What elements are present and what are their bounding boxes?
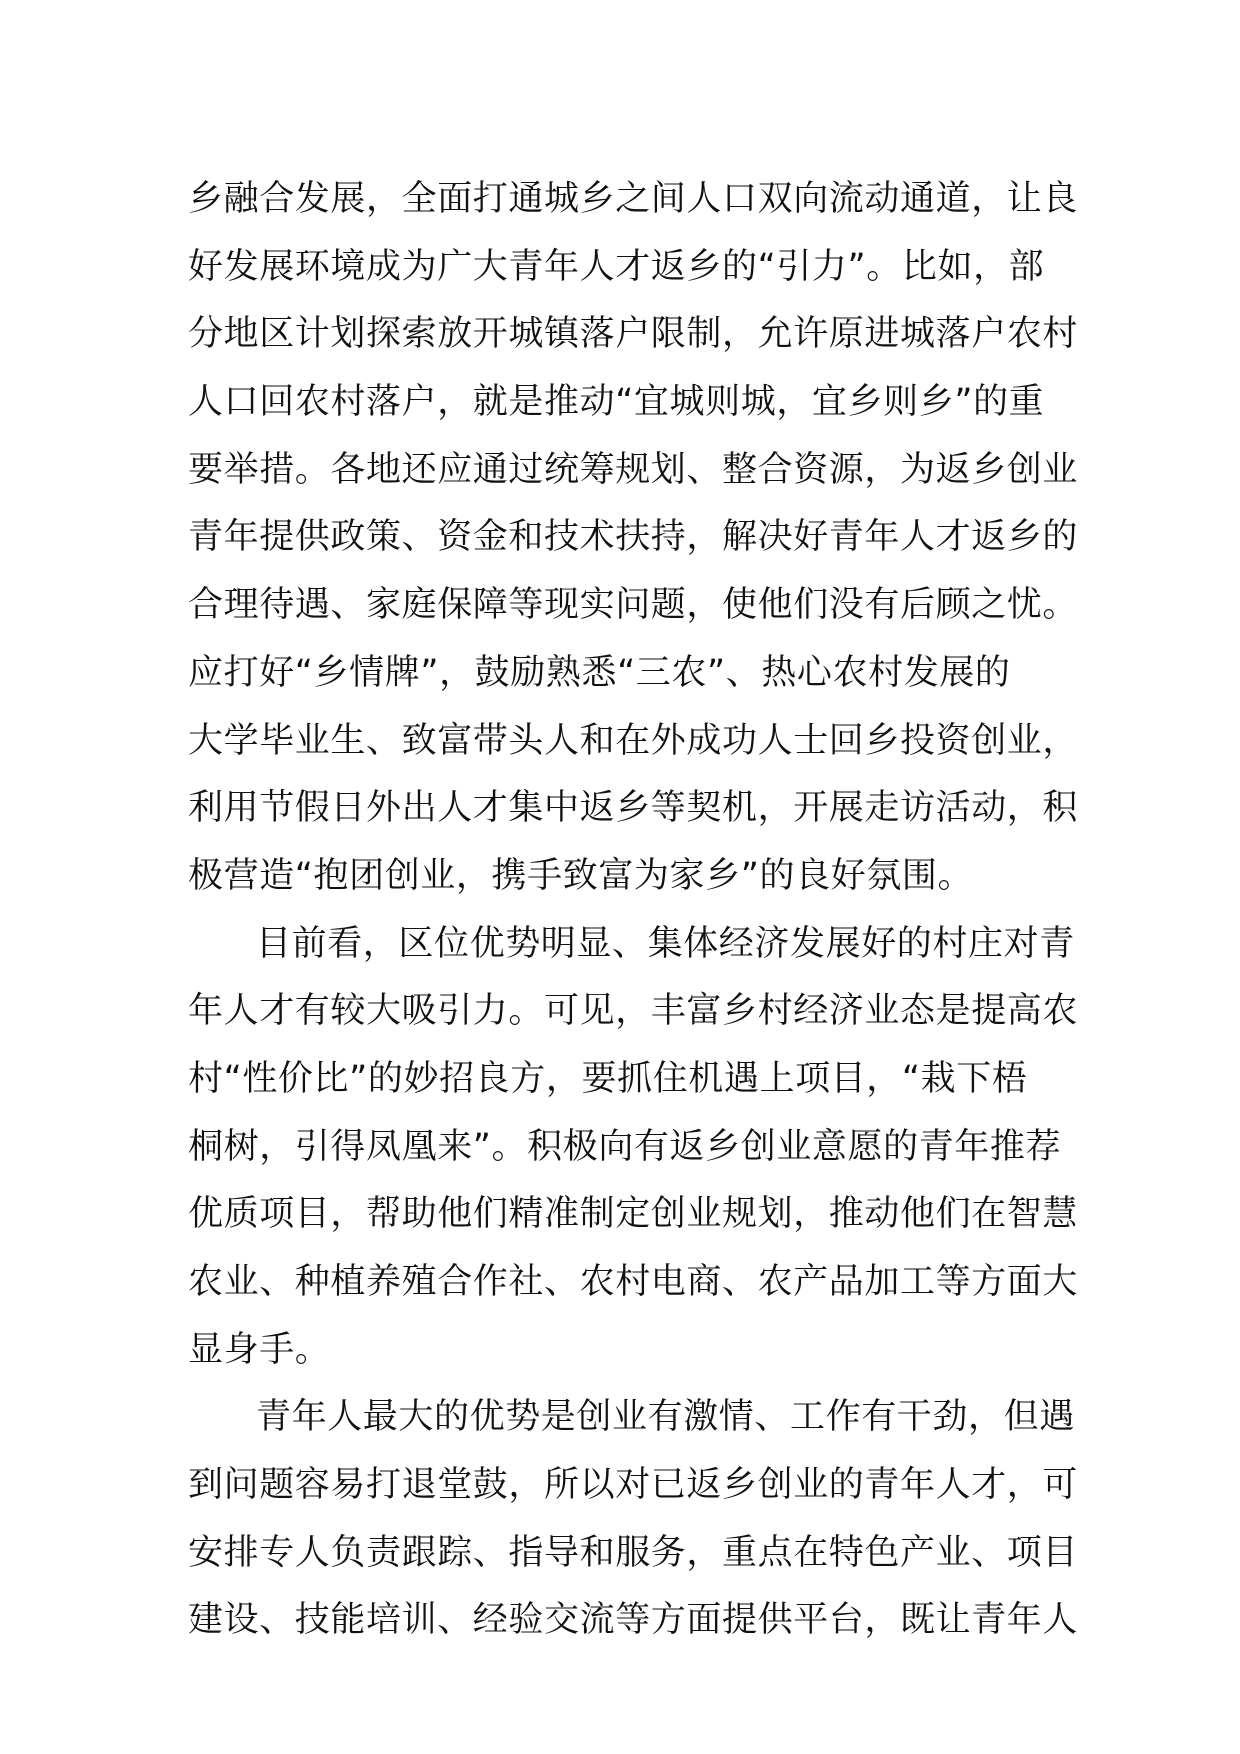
text-line: 建设、技能培训、经验交流等方面提供平台，既让青年人: [188, 1600, 1079, 1641]
body-text: [188, 166, 1079, 1655]
text-line: 村“性价比”的妙招良方，要抓住机遇上项目，“栽下梧: [188, 1058, 1028, 1099]
text-line: 好发展环境成为广大青年人才返乡的“引力”。比如，部: [188, 246, 1045, 287]
text-line: 青年提供政策、资金和技术扶持，解决好青年人才返乡的: [188, 517, 1079, 558]
text-line: 应打好“乡情牌”，鼓励熟悉“三农”、热心农村发展的: [188, 652, 1011, 693]
paragraph-first-line: 目前看，区位优势明显、集体经济发展好的村庄对青: [256, 923, 1075, 964]
text-line: 年人才有较大吸引力。可见，丰富乡村经济业态是提高农: [188, 991, 1079, 1032]
text-line: 分地区计划探索放开城镇落户限制，允许原进城落户农村: [188, 314, 1079, 355]
text-line: 安排专人负责跟踪、指导和服务，重点在特色产业、项目: [188, 1532, 1079, 1573]
text-line: 桐树，引得凤凰来”。积极向有返乡创业意愿的青年推荐: [188, 1126, 1062, 1167]
text-line: 要举措。各地还应通过统筹规划、整合资源，为返乡创业: [188, 449, 1079, 490]
text-line: 显身手。: [188, 1329, 331, 1370]
text-line: 人口回农村落户，就是推动“宜城则城，宜乡则乡”的重: [188, 382, 1045, 423]
text-line: 利用节假日外出人才集中返乡等契机，开展走访活动，积: [188, 788, 1079, 829]
text-line: 农业、种植养殖合作社、农村电商、农产品加工等方面大: [188, 1262, 1079, 1302]
text-line: 极营造“抱团创业，携手致富为家乡”的良好氛围。: [188, 855, 974, 896]
text-line: 大学毕业生、致富带头人和在外成功人士回乡投资创业，: [188, 720, 1079, 761]
text-line: 合理待遇、家庭保障等现实问题，使他们没有后顾之忧。: [188, 585, 1079, 626]
text-line: 优质项目，帮助他们精准制定创业规划，推动他们在智慧: [188, 1194, 1079, 1235]
paragraph-first-line: 青年人最大的优势是创业有激情、工作有干劲，但遇: [256, 1397, 1075, 1438]
text-line: 乡融合发展，全面打通城乡之间人口双向流动通道，让良: [188, 179, 1079, 219]
text-line: 到问题容易打退堂鼓，所以对已返乡创业的青年人才，可: [188, 1465, 1079, 1506]
